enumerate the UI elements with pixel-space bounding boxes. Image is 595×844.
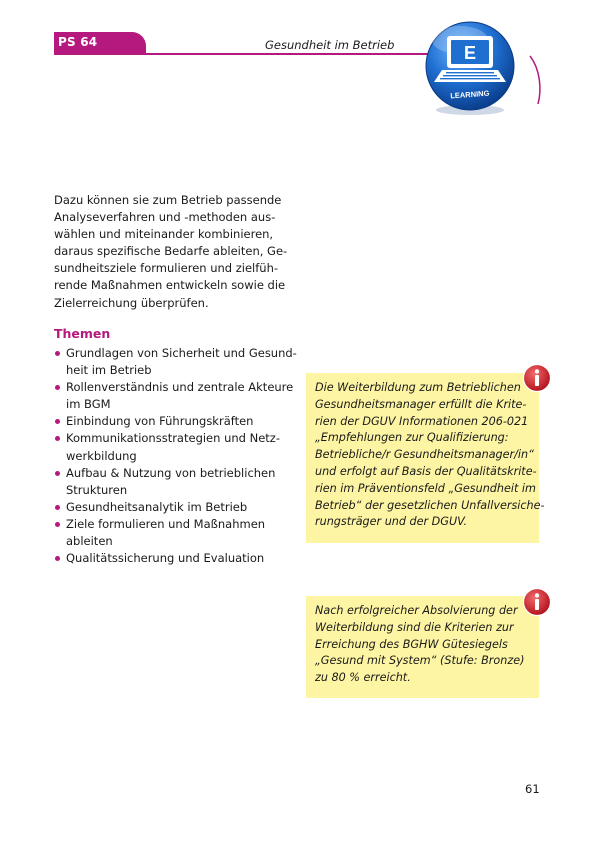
info-box-line: Nach erfolgreicher Absolvierung der	[315, 604, 518, 617]
intro-line: Dazu können sie zum Betrieb passende	[54, 193, 282, 207]
themen-item-line: Aufbau & Nutzung von betrieblichen	[66, 465, 276, 480]
themen-item-line: Grundlagen von Sicherheit und Gesund-	[66, 346, 297, 360]
info-box-line: rien im Präventionsfeld „Gesundheit im	[315, 481, 536, 495]
themen-item-line: Kommunikationsstrategien und Netz-	[66, 431, 280, 446]
themen-heading: Themen	[54, 326, 111, 341]
themen-item-line: heit im Betrieb	[66, 363, 152, 378]
info-box-line: zu 80 % erreicht.	[315, 671, 411, 685]
themen-item-line: ableiten	[66, 534, 113, 549]
info-box-line: rungsträger und der DGUV.	[315, 515, 468, 529]
intro-line: Zielerreichung überprüfen.	[54, 295, 209, 310]
info-box-line: Weiterbildung sind die Kriterien zur	[315, 620, 514, 634]
themen-item-line: werkbildung	[66, 448, 137, 463]
intro-paragraph	[54, 192, 294, 312]
info-box-guetesiegel	[306, 596, 539, 698]
info-icon	[522, 363, 552, 393]
intro-line: Analyseverfahren und -methoden aus-	[54, 210, 276, 225]
themen-item	[54, 430, 294, 464]
elearning-badge-icon	[420, 14, 545, 124]
themen-item	[54, 550, 294, 567]
info-box-line: „Empfehlungen zur Qualifizierung:	[315, 431, 509, 445]
info-icon	[522, 587, 552, 617]
info-box-line: rien der DGUV Informationen 206-021	[315, 414, 529, 428]
info-box-line: Betrieb“ der gesetzlichen Unfallversiche-	[315, 498, 545, 512]
badge-letter: E	[463, 43, 477, 63]
info-box-line: Die Weiterbildung zum Betrieblichen	[315, 381, 521, 394]
info-box-line: und erfolgt auf Basis der Qualitätskrite-	[315, 464, 537, 478]
intro-line: rende Maßnahmen entwickeln sowie die	[54, 278, 286, 293]
page-title: Gesundheit im Betrieb	[265, 38, 395, 52]
info-box-line: Erreichung des BGHW Gütesiegels	[315, 637, 508, 651]
themen-item-line: Qualitätssicherung und Evaluation	[66, 551, 265, 566]
intro-line: sundheitsziele formulieren und zielfüh-	[54, 261, 279, 276]
page-number: 61	[525, 782, 540, 796]
themen-item	[54, 413, 294, 430]
badge-label: LEARNING	[449, 88, 490, 101]
header-rule	[54, 53, 429, 55]
info-box-line: Betriebliche/r Gesundheitsmanager/in“	[315, 448, 534, 462]
themen-item-line: im BGM	[66, 397, 111, 412]
info-box-line: „Gesund mit System“ (Stufe: Bronze)	[315, 654, 525, 668]
themen-item-line: Einbindung von Führungskräften	[66, 414, 254, 429]
themen-item	[54, 516, 294, 550]
themen-item-line: Rollenverständnis und zentrale Akteure	[66, 380, 294, 395]
info-box-line: Gesundheitsmanager erfüllt die Krite-	[315, 397, 527, 411]
intro-line: wählen und miteinander kombinieren,	[54, 227, 274, 242]
themen-item-line: Ziele formulieren und Maßnahmen	[66, 516, 266, 531]
themen-list	[54, 345, 297, 567]
themen-item-line: Gesundheitsanalytik im Betrieb	[66, 499, 248, 514]
themen-item	[54, 465, 294, 499]
themen-item	[54, 379, 294, 413]
intro-line: daraus spezifische Bedarfe ableiten, Ge-	[54, 244, 288, 259]
themen-item	[54, 345, 297, 379]
themen-item-line: Strukturen	[66, 482, 128, 497]
section-code: PS 64	[58, 35, 98, 49]
themen-item	[54, 499, 294, 516]
info-box-dguv	[306, 373, 545, 543]
